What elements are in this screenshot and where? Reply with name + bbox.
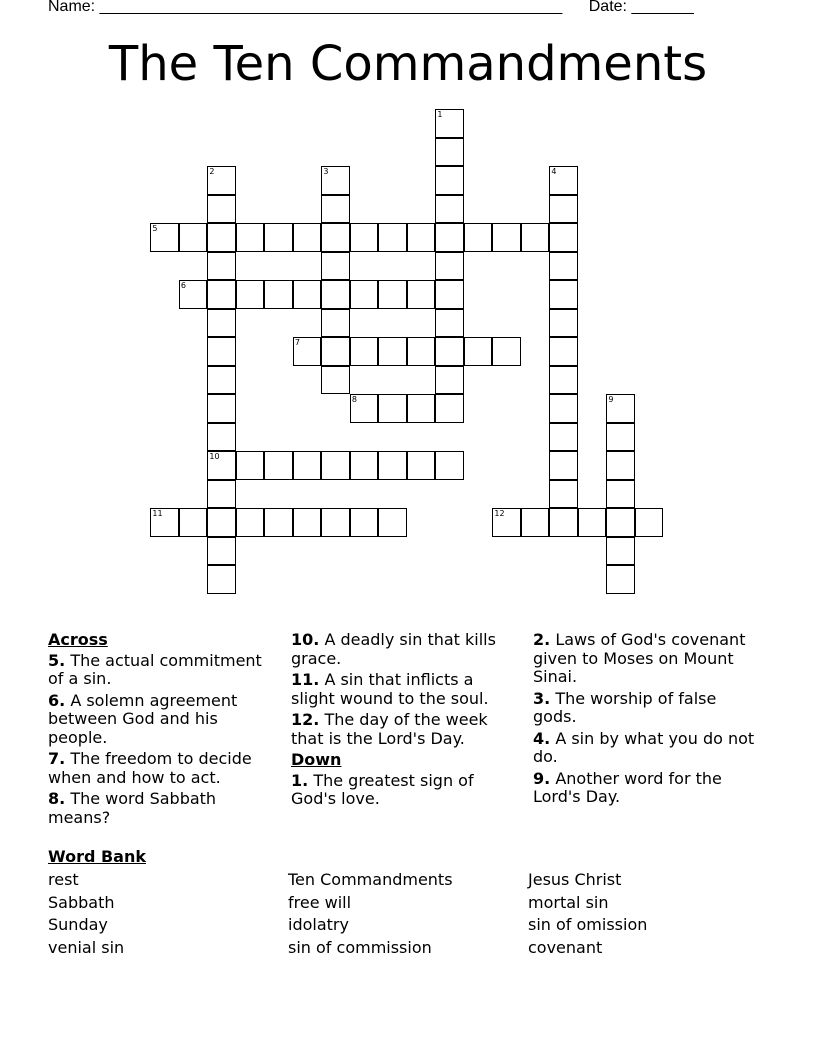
crossword-cell[interactable]	[521, 508, 550, 537]
crossword-cell[interactable]	[435, 166, 464, 195]
clues-column-2	[291, 631, 521, 812]
crossword-cell[interactable]	[207, 223, 236, 252]
crossword-cell[interactable]	[549, 252, 578, 281]
crossword-cell[interactable]	[207, 508, 236, 537]
crossword-cell[interactable]	[207, 280, 236, 309]
name-label: Name:	[48, 0, 96, 15]
clue-down-2: 2. Laws of God's covenant given to Moses on Mount Sinai.	[533, 630, 746, 686]
crossword-cell[interactable]	[207, 394, 236, 423]
date-blank[interactable]: _______	[631, 0, 694, 15]
crossword-cell[interactable]	[321, 309, 350, 338]
crossword-cell[interactable]	[549, 451, 578, 480]
crossword-cell[interactable]	[378, 451, 407, 480]
crossword-cell[interactable]	[378, 223, 407, 252]
clue-number: 11	[152, 509, 163, 519]
crossword-cell[interactable]	[236, 223, 265, 252]
word-bank-column-1	[48, 869, 124, 959]
crossword-cell[interactable]	[179, 508, 208, 537]
crossword-cell[interactable]	[407, 451, 436, 480]
crossword-cell[interactable]	[549, 309, 578, 338]
crossword-cell[interactable]	[435, 138, 464, 167]
crossword-cell[interactable]	[435, 309, 464, 338]
page-title: The Ten Commandments	[108, 36, 708, 92]
crossword-cell[interactable]	[264, 451, 293, 480]
crossword-cell[interactable]	[606, 508, 635, 537]
clue-number: 6	[180, 281, 186, 291]
crossword-cell[interactable]	[350, 223, 379, 252]
crossword-cell[interactable]	[321, 223, 350, 252]
crossword-cell[interactable]	[321, 195, 350, 224]
crossword-cell[interactable]	[179, 223, 208, 252]
crossword-cell[interactable]	[350, 394, 379, 423]
word-bank-column-2	[288, 869, 453, 959]
crossword-cell[interactable]	[207, 423, 236, 452]
crossword-cell[interactable]	[435, 394, 464, 423]
clue-down-3: 3. The worship of false gods.	[533, 688, 717, 726]
crossword-cell[interactable]	[435, 366, 464, 395]
clue-across-12: 12. The day of the week that is the Lord's Day.	[291, 710, 488, 748]
crossword-cell[interactable]	[236, 451, 265, 480]
crossword-cell[interactable]	[321, 451, 350, 480]
crossword-cell[interactable]	[492, 337, 521, 366]
crossword-cell[interactable]	[435, 223, 464, 252]
crossword-cell[interactable]	[293, 451, 322, 480]
crossword-cell[interactable]	[207, 252, 236, 281]
crossword-cell[interactable]	[207, 166, 236, 195]
crossword-cell[interactable]	[293, 337, 322, 366]
crossword-cell[interactable]	[435, 451, 464, 480]
crossword-cell[interactable]	[435, 252, 464, 281]
crossword-cell[interactable]	[350, 451, 379, 480]
clue-number: 2	[209, 167, 215, 177]
crossword-cell[interactable]	[293, 508, 322, 537]
clue-number: 12	[494, 509, 505, 519]
crossword-cell[interactable]	[407, 337, 436, 366]
word-bank-item: idolatry	[288, 915, 349, 934]
crossword-cell[interactable]	[606, 565, 635, 594]
crossword-cell[interactable]	[435, 195, 464, 224]
word-bank-column-3	[528, 869, 647, 959]
down-heading: Down	[291, 750, 342, 769]
word-bank-item: Jesus Christ	[528, 870, 622, 889]
crossword-cell[interactable]	[207, 309, 236, 338]
crossword-cell[interactable]	[521, 223, 550, 252]
across-heading: Across	[48, 630, 108, 649]
crossword-cell[interactable]	[435, 337, 464, 366]
crossword-cell[interactable]	[407, 394, 436, 423]
word-bank-heading: Word Bank	[48, 847, 147, 866]
crossword-cell[interactable]	[578, 508, 607, 537]
crossword-cell[interactable]	[207, 565, 236, 594]
clue-number: 1	[437, 110, 443, 120]
word-bank-item: Ten Commandments	[288, 870, 453, 889]
crossword-cell[interactable]	[293, 280, 322, 309]
crossword-cell[interactable]	[407, 280, 436, 309]
crossword-cell[interactable]	[179, 280, 208, 309]
crossword-cell[interactable]	[549, 366, 578, 395]
name-blank[interactable]: ____________________________________________________	[99, 0, 563, 15]
crossword-cell[interactable]	[207, 451, 236, 480]
crossword-cell[interactable]	[549, 337, 578, 366]
word-bank-item: sin of commission	[288, 937, 432, 957]
crossword-cell[interactable]	[378, 394, 407, 423]
crossword-cell[interactable]	[264, 280, 293, 309]
clue-number: 7	[294, 338, 300, 348]
crossword-cell[interactable]	[150, 508, 179, 537]
word-bank-item: Sunday	[48, 915, 108, 934]
crossword-cell[interactable]	[321, 166, 350, 195]
clue-number: 8	[351, 395, 357, 405]
crossword-cell[interactable]	[207, 537, 236, 566]
crossword-cell[interactable]	[321, 280, 350, 309]
crossword-cell[interactable]	[207, 366, 236, 395]
crossword-cell[interactable]	[464, 223, 493, 252]
crossword-cell[interactable]	[150, 223, 179, 252]
crossword-cell[interactable]	[350, 337, 379, 366]
crossword-cell[interactable]	[635, 508, 664, 537]
crossword-cell[interactable]	[407, 223, 436, 252]
crossword-cell[interactable]	[207, 195, 236, 224]
clue-number: 9	[608, 395, 614, 405]
crossword-cell[interactable]	[435, 280, 464, 309]
crossword-cell[interactable]	[606, 451, 635, 480]
crossword-cell[interactable]	[549, 480, 578, 509]
clue-down-9: 9. Another word for the Lord's Day.	[533, 768, 722, 806]
clues-column-1	[48, 631, 278, 830]
crossword-cell[interactable]	[236, 508, 265, 537]
crossword-cell[interactable]	[264, 508, 293, 537]
crossword-cell[interactable]	[549, 280, 578, 309]
crossword-cell[interactable]	[492, 223, 521, 252]
date-label: Date:	[588, 0, 627, 15]
clues-column-3	[533, 631, 763, 810]
word-bank-item: Sabbath	[48, 892, 115, 912]
word-bank-item: sin of omission	[528, 915, 648, 934]
clue-across-6: 6. A solemn agreement between God and his people.	[48, 690, 238, 747]
clue-number: 4	[551, 167, 557, 177]
crossword-cell[interactable]	[350, 508, 379, 537]
crossword-cell[interactable]	[207, 480, 236, 509]
crossword-cell[interactable]	[207, 337, 236, 366]
crossword-cell[interactable]	[236, 280, 265, 309]
crossword-cell[interactable]	[264, 223, 293, 252]
clue-down-4: 4. A sin by what you do not do.	[533, 728, 755, 766]
clue-number: 5	[152, 224, 158, 234]
crossword-cell[interactable]	[549, 223, 578, 252]
crossword-cell[interactable]	[378, 337, 407, 366]
clue-down-1: 1. The greatest sign of God's love.	[291, 770, 474, 808]
word-bank-item: rest	[48, 870, 79, 889]
crossword-cell[interactable]	[492, 508, 521, 537]
crossword-cell[interactable]	[549, 394, 578, 423]
crossword-cell[interactable]	[464, 337, 493, 366]
crossword-cell[interactable]	[549, 508, 578, 537]
crossword-cell[interactable]	[350, 280, 379, 309]
clue-number: 10	[209, 452, 220, 462]
crossword-cell[interactable]	[606, 480, 635, 509]
crossword-cell[interactable]	[606, 423, 635, 452]
crossword-cell[interactable]	[606, 537, 635, 566]
crossword-cell[interactable]	[378, 280, 407, 309]
crossword-cell[interactable]	[549, 166, 578, 195]
clue-across-8: 8. The word Sabbath means?	[48, 789, 217, 827]
crossword-cell[interactable]	[378, 508, 407, 537]
clue-across-10: 10. A deadly sin that kills grace.	[291, 630, 496, 668]
crossword-cell[interactable]	[321, 252, 350, 281]
word-bank-item: free will	[288, 892, 352, 912]
crossword-cell[interactable]	[549, 195, 578, 224]
crossword-cell[interactable]	[549, 423, 578, 452]
crossword-cell[interactable]	[293, 223, 322, 252]
crossword-cell[interactable]	[606, 394, 635, 423]
word-bank-item: covenant	[528, 937, 603, 957]
clue-across-5: 5. The actual commitment of a sin.	[48, 650, 262, 688]
word-bank-item: venial sin	[48, 937, 125, 957]
crossword-cell[interactable]	[321, 366, 350, 395]
crossword-cell[interactable]	[321, 508, 350, 537]
clue-across-7: 7. The freedom to decide when and how to act.	[48, 749, 252, 787]
clue-across-11: 11. A sin that inflicts a slight wound to the soul.	[291, 670, 489, 708]
crossword-cell[interactable]	[435, 109, 464, 138]
crossword-cell[interactable]	[321, 337, 350, 366]
clue-number: 3	[323, 167, 329, 177]
word-bank-item: mortal sin	[528, 892, 609, 912]
